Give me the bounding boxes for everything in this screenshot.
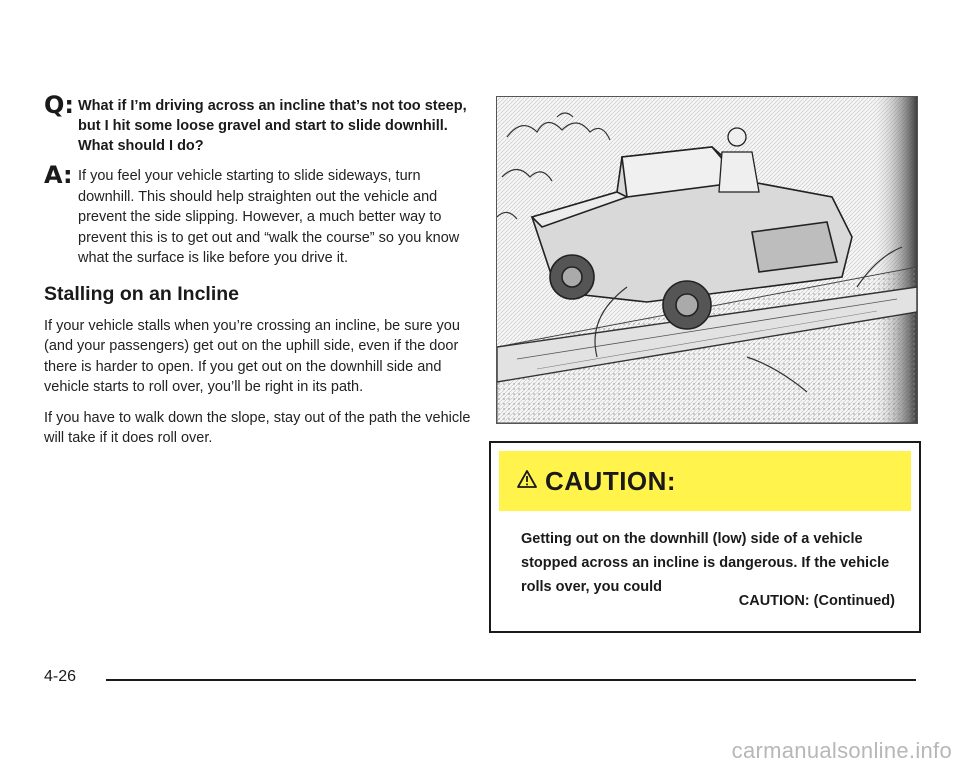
section-heading: Stalling on an Incline [44,282,240,305]
answer-letter: A: [44,161,73,189]
caution-continued: CAUTION: (Continued) [738,593,895,609]
vehicle-on-incline-illustration [496,96,918,424]
answer-text: If you feel your vehicle starting to slide sideways, turn downhill. This should help straighten out the vehicle and prevent the side slipping. However, a much better way to prevent this is to get out and “walk the course” so you know what the surface is like before you drive it. [78,168,460,266]
caution-text: Getting out on the downhill (low) side of a vehicle stopped across an incline is dangerous. If the vehicle rolls over, you could [521,531,890,595]
answer-block [44,161,474,269]
footer-rule [106,679,916,681]
text-column [44,91,474,459]
question-text: What if I’m driving across an incline that’s not too steep, but I hit some loose gravel and start to slide downhill. What should I do? [78,98,467,154]
page-number: 4-26 [44,668,77,685]
question-block [44,91,474,156]
caution-header [499,451,911,511]
paragraph-walk-down: If you have to walk down the slope, stay out of the path the vehicle will take if it does roll over. [44,409,471,446]
warning-triangle-icon [517,470,537,493]
question-letter: Q: [44,91,74,119]
caution-title: CAUTION: [545,465,677,496]
paragraph-stalling: If your vehicle stalls when you’re crossing an incline, be sure you (and your passengers) get out on the uphill side, even if the door there is harder to open. If you get out on the downhill side and vehicle starts to roll over, you’ll be right in its path. [44,317,460,395]
watermark: carmanualsonline.info [731,738,952,763]
caution-box [489,441,921,633]
